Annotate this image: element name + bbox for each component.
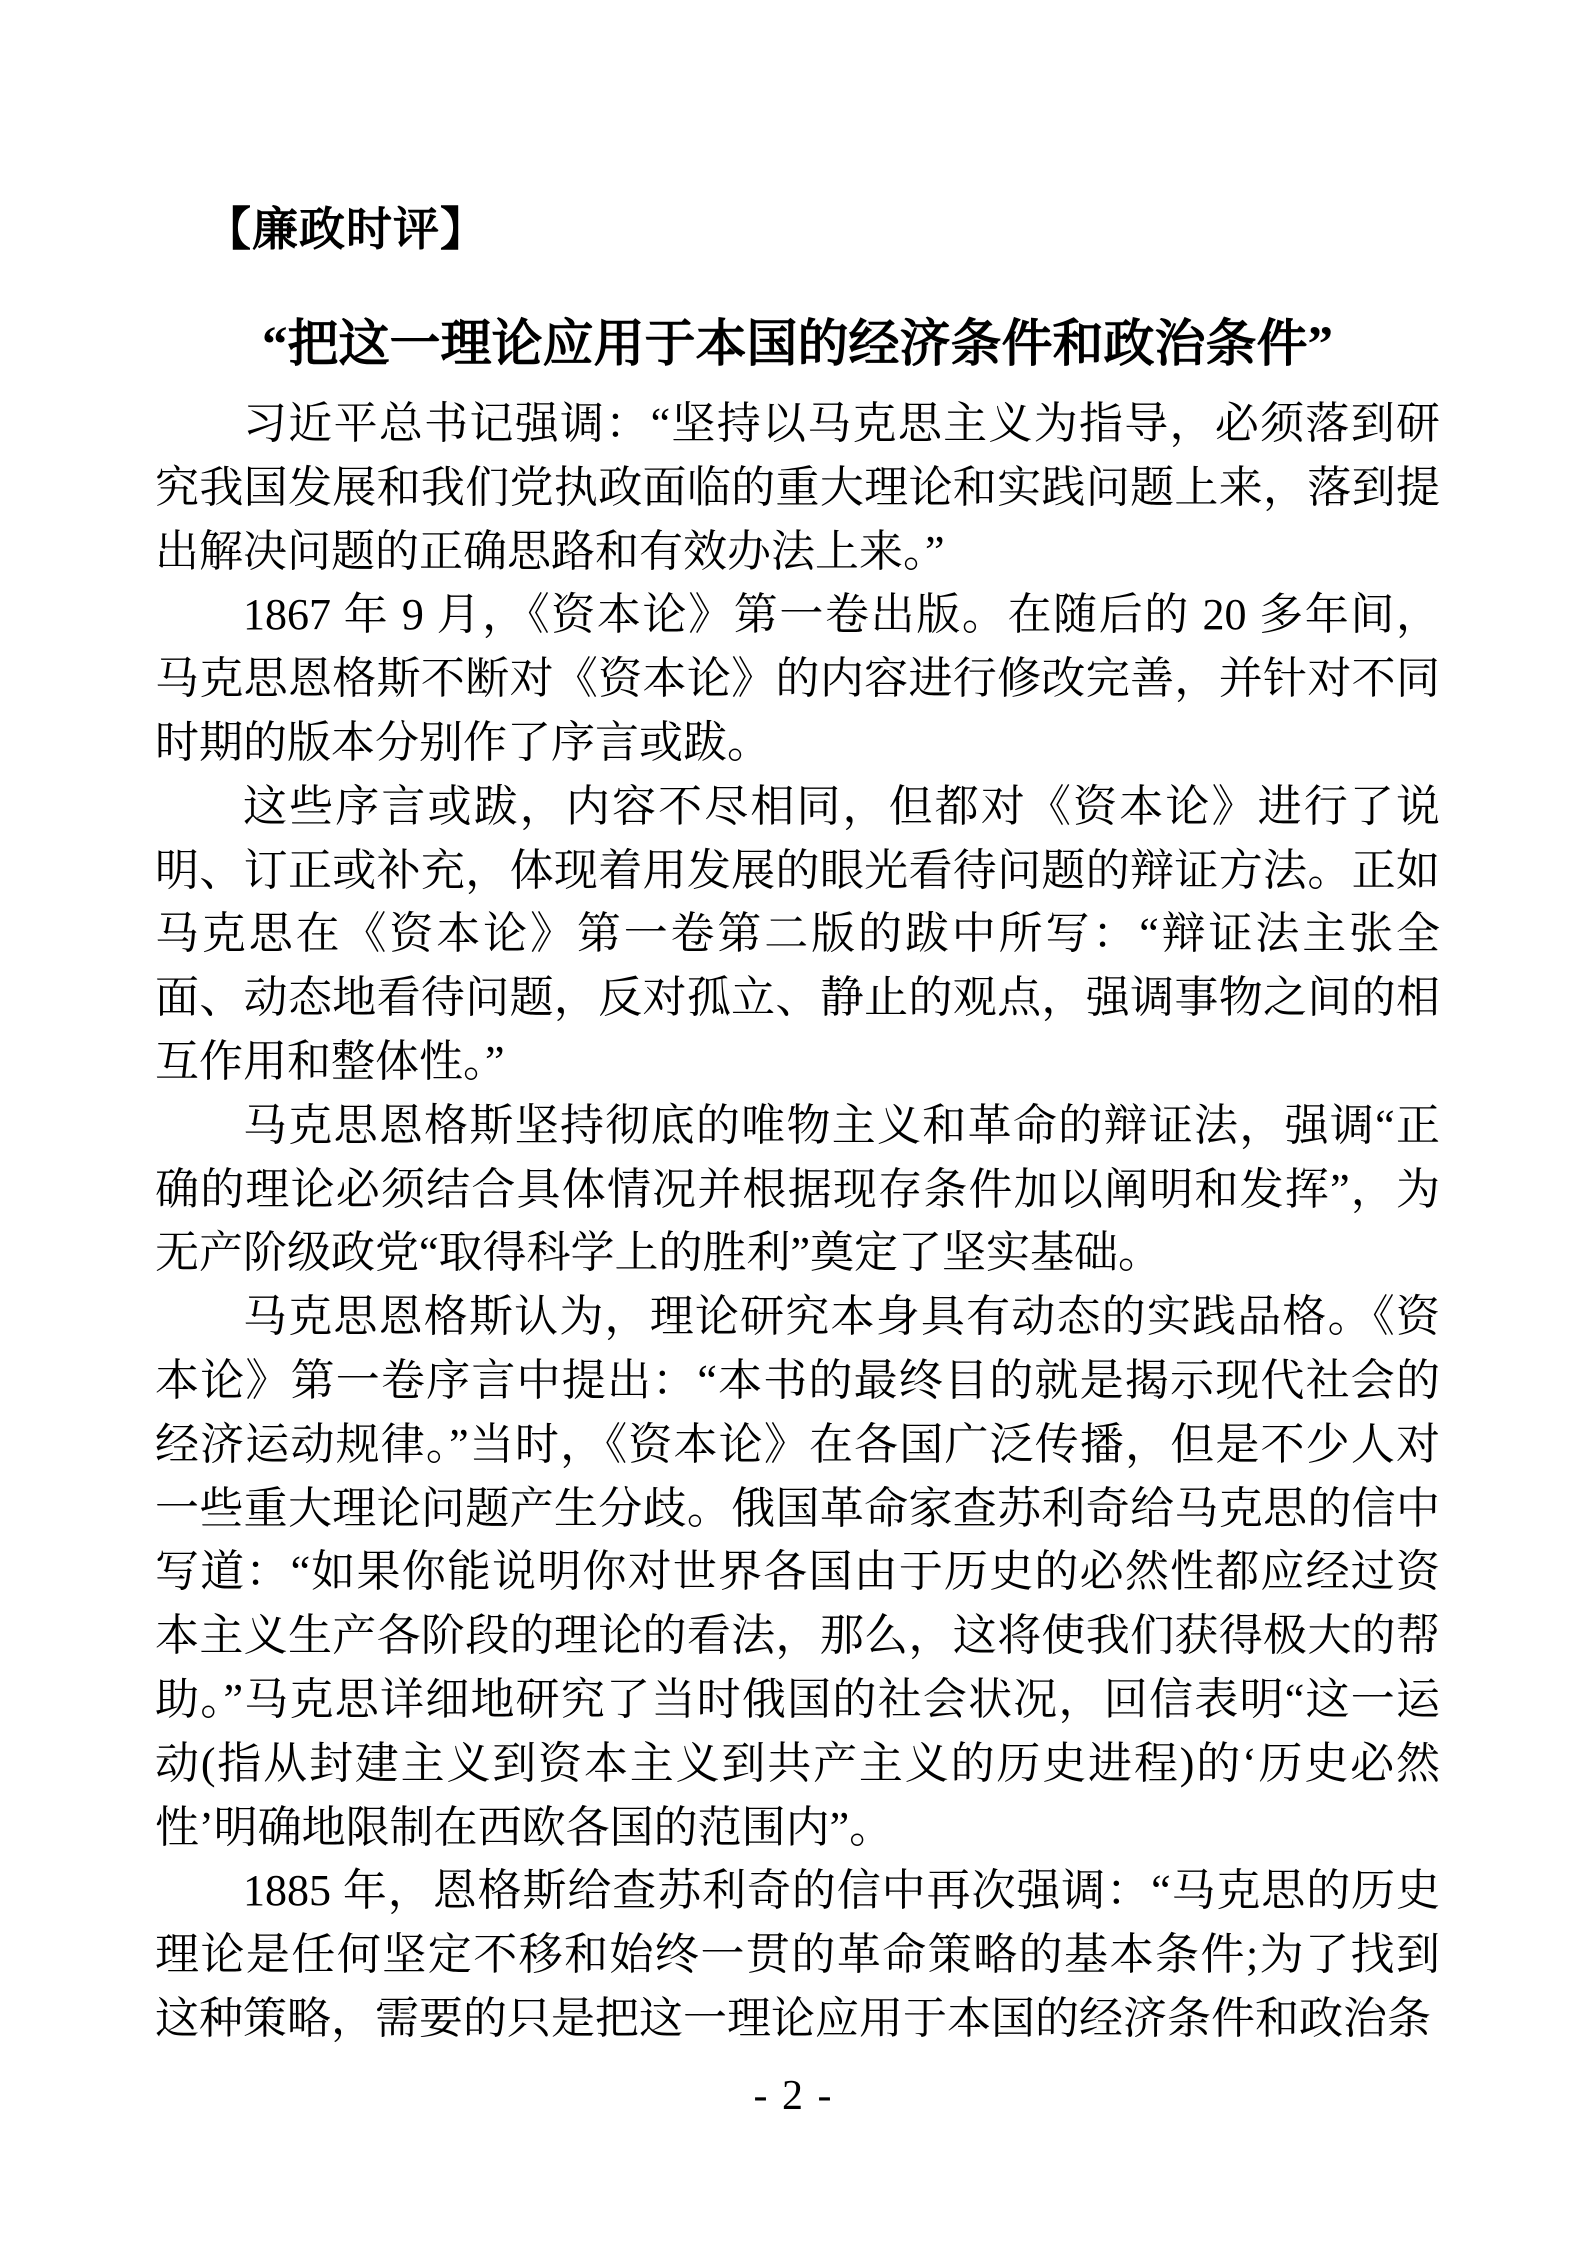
paragraph-6: 1885 年，恩格斯给查苏利奇的信中再次强调：“马克思的历史理论是任何坚定不移和始终一贯的革命策略的基本条件;为了找到这种策略，需要的只是把这一理论应用于本国的经济条件和政治条 — [155, 1866, 1440, 2043]
paragraph-2: 1867 年 9 月，《资本论》第一卷出版。在随后的 20 多年间，马克思恩格斯不断对《资本论》的内容进行修改完善，并针对不同时期的版本分别作了序言或跋。 — [155, 590, 1440, 767]
paragraph-3: 这些序言或跋，内容不尽相同，但都对《资本论》进行了说明、订正或补充，体现着用发展的眼光看待问题的辩证方法。正如马克思在《资本论》第一卷第二版的跋中所写：“辩证法主张全面、动态地看待问题，反对孤立、静止的观点，强调事物之间的相互作用和整体性。” — [155, 781, 1440, 1086]
paragraph-1: 习近平总书记强调：“坚持以马克思主义为指导，必须落到研究我国发展和我们党执政面临的重大理论和实践问题上来，落到提出解决问题的正确思路和有效办法上来。” — [155, 399, 1440, 576]
paragraph-5: 马克思恩格斯认为，理论研究本身具有动态的实践品格。《资本论》第一卷序言中提出：“本书的最终目的就是揭示现代社会的经济运动规律。”当时，《资本论》在各国广泛传播，但是不少人对一些重大理论问题产生分歧。俄国革命家查苏利奇给马克思的信中写道：“如果你能说明你对世界各国由于历史的必然性都应经过资本主义生产各阶段的理论的看法，那么，这将使我们获得极大的帮助。”马克思详细地研究了当时俄国的社会状况，回信表明“这一运动(指从封建主义到资本主义到共产主义的历史进程)的‘历史必然性’明确地限制在西欧各国的范围内”。 — [155, 1292, 1440, 1852]
category-header: 【廉政时评】 — [205, 204, 487, 255]
article-body — [155, 392, 1440, 2051]
article-title: “把这一理论应用于本国的经济条件和政治条件” — [261, 317, 1333, 373]
paragraph-4: 马克思恩格斯坚持彻底的唯物主义和革命的辩证法，强调“正确的理论必须结合具体情况并根据现存条件加以阐明和发挥”，为无产阶级政党“取得科学上的胜利”奠定了坚实基础。 — [155, 1100, 1440, 1278]
page-number: - 2 - — [753, 2073, 834, 2119]
